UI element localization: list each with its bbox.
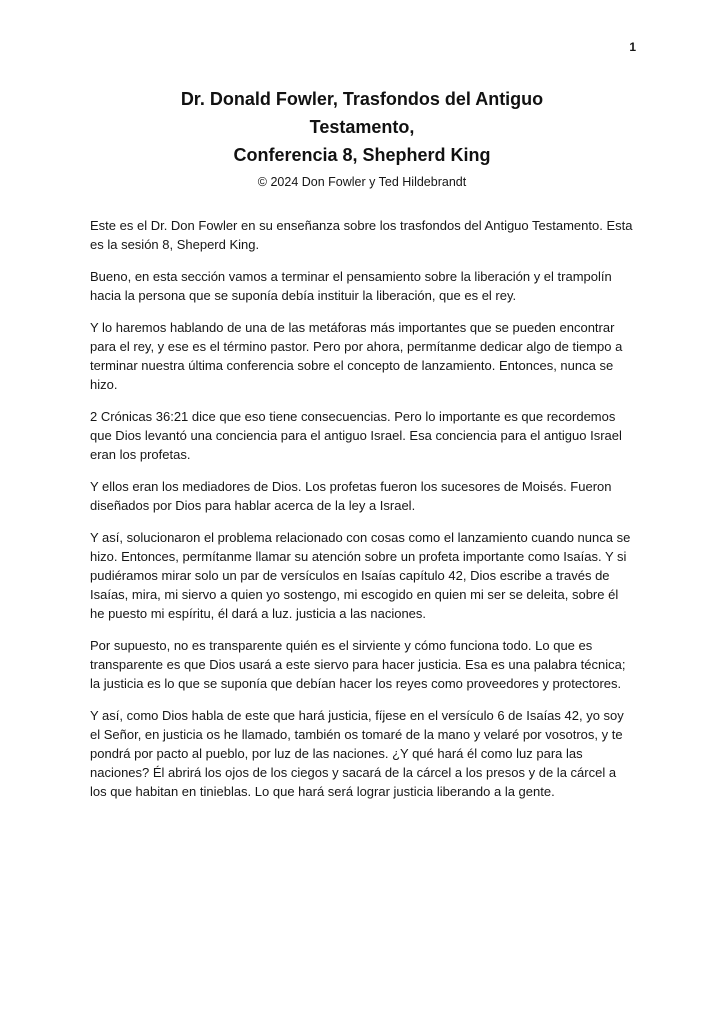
copyright-line: © 2024 Don Fowler y Ted Hildebrandt bbox=[257, 174, 467, 189]
paragraph: Y así, como Dios habla de este que hará justicia, fíjese en el versículo 6 de Isaías 42, yo soy el Señor, en justicia os he llamado, también os tomaré de la mano y velaré por vosotros, y te pondrá por pacto al pueblo, por luz de las naciones. ¿Y qué hará él como luz para las naciones? Él abrirá los ojos de los ciegos y sacará de la cárcel a los presos y de la cárcel a los que habitan en tinieblas. Lo que hará será lograr justicia liberando a la gente. bbox=[90, 707, 624, 799]
paragraph: Por supuesto, no es transparente quién es el sirviente y cómo funciona todo. Lo que es transparente es que Dios usará a este siervo para hacer justicia. Esa es una palabra técnica; la justicia es lo que se suponía que debían hacer los reyes como proveedores y protectores. bbox=[90, 637, 626, 691]
paragraph: Y así, solucionaron el problema relacionado con cosas como el lanzamiento cuando nunca se hizo. Entonces, permítanme llamar su atención sobre un profeta importante como Isaías. Y si pudiéramos mirar solo un par de versículos en Isaías capítulo 42, Dios escribe a través de Isaías, mira, mi siervo a quien yo sostengo, mi escogido en quien mi ser se deleita, sobre él he puesto mi espíritu, él dará a luz. justicia a las naciones. bbox=[90, 529, 631, 621]
title-line-2: Conferencia 8, Shepherd King bbox=[233, 144, 491, 165]
paragraph: Bueno, en esta sección vamos a terminar el pensamiento sobre la liberación y el trampolín hacia la persona que se suponía debía instituir la liberación, que es el rey. bbox=[90, 268, 612, 303]
paragraph: 2 Crónicas 36:21 dice que eso tiene consecuencias. Pero lo importante es que recordemos que Dios levantó una conciencia para el antiguo Israel. Esa conciencia para el antiguo Israel eran los profetas. bbox=[90, 408, 622, 462]
paragraph: Este es el Dr. Don Fowler en su enseñanza sobre los trasfondos del Antiguo Testamento. Esta es la sesión 8, Sheperd King. bbox=[90, 217, 633, 252]
page-number: 1 bbox=[629, 40, 636, 54]
paragraph: Y ellos eran los mediadores de Dios. Los profetas fueron los sucesores de Moisés. Fueron diseñados por Dios para hablar acerca de la ley a Israel. bbox=[90, 478, 612, 513]
document-title bbox=[137, 86, 587, 170]
transcript-body bbox=[90, 216, 634, 801]
paragraph: Y lo haremos hablando de una de las metáforas más importantes que se pueden encontrar para el rey, y ese es el término pastor. Pero por ahora, permítanme dedicar algo de tiempo a terminar nuestra última conferencia sobre el concepto de lanzamiento. Entonces, nunca se hizo. bbox=[90, 319, 623, 392]
title-line-1: Dr. Donald Fowler, Trasfondos del Antiguo Testamento, bbox=[180, 89, 544, 137]
